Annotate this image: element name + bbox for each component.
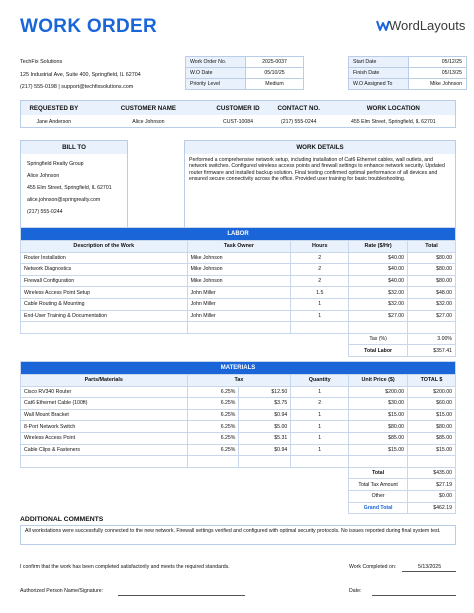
labor-hours: 2 xyxy=(291,252,349,264)
materials-summary-value: $27.19 xyxy=(408,479,456,491)
material-unit-price: $85.00 xyxy=(349,432,408,444)
additional-comments-text: All workstations were successfully connected to the new network. Firewall settings verified and configured with optimal security protocols. No issues reported during final system test. xyxy=(20,525,456,545)
material-tax-rate: 6.25% xyxy=(187,444,239,456)
material-quantity: 1 xyxy=(291,421,349,433)
labor-header-row xyxy=(21,241,456,253)
order-info-table xyxy=(185,56,304,90)
material-name: 8-Port Network Switch xyxy=(21,421,188,433)
materials-heading: MATERIALS xyxy=(21,362,456,375)
table-row xyxy=(21,275,456,287)
labor-rate: $32.00 xyxy=(349,287,408,299)
labor-owner: John Miller xyxy=(187,287,291,299)
labor-col-header: Rate ($/Hr) xyxy=(349,241,408,253)
material-quantity: 1 xyxy=(291,409,349,421)
material-unit-price xyxy=(349,456,408,468)
labor-rate: $27.00 xyxy=(349,310,408,322)
labor-description: Cable Routing & Mounting xyxy=(21,298,188,310)
labor-col-header: Task Owner xyxy=(187,241,291,253)
requested-by-heading: REQUESTED BY xyxy=(29,104,79,112)
logo-w-icon xyxy=(376,19,390,32)
order-info-label: Work Order No. xyxy=(186,57,246,68)
bill-to-line: 455 Elm Street, Springfield, IL 62701 xyxy=(27,185,112,191)
customer-header-row xyxy=(21,101,455,115)
labor-rate: $40.00 xyxy=(349,252,408,264)
order-info-value: 2025-0037 xyxy=(246,57,304,68)
company-contact: (217) 555-0198 | support@techfixsolutions.com xyxy=(20,84,134,90)
material-quantity xyxy=(291,456,349,468)
labor-total: $32.00 xyxy=(408,298,456,310)
table-row xyxy=(21,444,456,456)
materials-summary-label: Other xyxy=(349,490,408,502)
materials-summary-row xyxy=(21,490,456,502)
material-quantity: 1 xyxy=(291,432,349,444)
labor-heading: LABOR xyxy=(21,228,456,241)
materials-summary-label: Total Tax Amount xyxy=(349,479,408,491)
materials-bar-row xyxy=(21,362,456,375)
date-info-value: Mike Johnson xyxy=(409,79,467,90)
materials-col-header: Unit Price ($) xyxy=(349,375,408,387)
labor-col-header: Description of the Work xyxy=(21,241,188,253)
labor-description: Wireless Access Point Setup xyxy=(21,287,188,299)
order-info-label: Priority Level xyxy=(186,79,246,90)
material-unit-price: $15.00 xyxy=(349,409,408,421)
labor-owner: Mike Johnson xyxy=(187,264,291,276)
material-name: Wireless Access Point xyxy=(21,432,188,444)
work-details-text: Performed a comprehensive network setup, including installation of Cat6 Ethernet cables, wall outlets, and network switches. Configured wireless access points and firewall settings to enhance network security. Updated router firmware and installed backup solution. Final testing confirmed optimal performance of all devices and ensured secure connectivity across the office. Provided user training for basic troubleshooting. xyxy=(189,157,445,183)
order-info-label: W.O Date xyxy=(186,68,246,79)
bill-to-lines xyxy=(21,154,127,222)
customer-name-heading: CUSTOMER NAME xyxy=(120,104,177,112)
material-tax-rate xyxy=(187,456,239,468)
material-total: $60.00 xyxy=(408,398,456,410)
grand-total-value: $462.19 xyxy=(408,502,456,514)
material-unit-price: $200.00 xyxy=(349,386,408,398)
additional-comments-heading: ADDITIONAL COMMENTS xyxy=(20,516,104,523)
grand-total-label: Grand Total xyxy=(349,502,408,514)
material-name: Cat6 Ethernet Cable (100ft) xyxy=(21,398,188,410)
date-info-label: Finish Date xyxy=(349,68,409,79)
table-row xyxy=(21,310,456,322)
materials-header-row xyxy=(21,375,456,387)
table-row xyxy=(21,421,456,433)
material-tax-amount: $0.94 xyxy=(239,444,291,456)
table-row xyxy=(21,456,456,468)
contact-no-value: (217) 555-0244 xyxy=(281,118,317,125)
material-quantity: 2 xyxy=(291,398,349,410)
date-info-value: 05/12/25 xyxy=(409,57,467,68)
bill-to-line: (217) 555-0244 xyxy=(27,209,63,215)
labor-total: $27.00 xyxy=(408,310,456,322)
labor-description xyxy=(21,322,188,334)
labor-hours: 2 xyxy=(291,275,349,287)
material-unit-price: $30.00 xyxy=(349,398,408,410)
table-row xyxy=(21,398,456,410)
company-info xyxy=(20,56,141,94)
material-quantity: 1 xyxy=(291,444,349,456)
labor-rate: $40.00 xyxy=(349,275,408,287)
labor-summary-row xyxy=(21,333,456,345)
labor-total: $80.00 xyxy=(408,252,456,264)
customer-name-value: Alice Johnson xyxy=(132,118,165,125)
material-total: $15.00 xyxy=(408,409,456,421)
work-completed-label: Work Completed on: xyxy=(349,564,397,570)
material-total: $15.00 xyxy=(408,444,456,456)
date-line xyxy=(372,595,456,596)
work-completed-value: 5/13/2025 xyxy=(418,564,442,570)
materials-summary-row xyxy=(21,502,456,514)
work-location-heading: WORK LOCATION xyxy=(366,104,420,112)
materials-summary-value: $435.00 xyxy=(408,467,456,479)
date-info-label: W.O Assigned To xyxy=(349,79,409,90)
customer-header-band xyxy=(20,100,456,128)
material-tax-amount: $3.75 xyxy=(239,398,291,410)
material-tax-rate: 6.25% xyxy=(187,386,239,398)
labor-col-header: Total xyxy=(408,241,456,253)
labor-hours: 1.5 xyxy=(291,287,349,299)
materials-summary-value: $0.00 xyxy=(408,490,456,502)
signature-line xyxy=(118,595,245,596)
materials-summary-row xyxy=(21,467,456,479)
material-unit-price: $80.00 xyxy=(349,421,408,433)
labor-owner xyxy=(187,322,291,334)
material-name: Wall Mount Bracket xyxy=(21,409,188,421)
bill-to-heading: BILL TO xyxy=(21,141,127,154)
order-info-row xyxy=(186,57,304,68)
customer-id-heading: CUSTOMER ID xyxy=(216,104,260,112)
bill-to-line: Alice Johnson xyxy=(27,173,60,179)
table-row xyxy=(21,252,456,264)
labor-total: $80.00 xyxy=(408,264,456,276)
labor-table xyxy=(20,227,456,357)
materials-summary-row xyxy=(21,479,456,491)
labor-rate xyxy=(349,322,408,334)
company-name: TechFix Solutions xyxy=(20,59,63,65)
date-info-row xyxy=(349,68,467,79)
work-details-heading: WORK DETAILS xyxy=(185,141,455,154)
logo-text: WordLayouts xyxy=(389,18,466,33)
material-tax-amount: $5.00 xyxy=(239,421,291,433)
material-name xyxy=(21,456,188,468)
contact-no-heading: CONTACT NO. xyxy=(277,104,320,112)
labor-col-header: Hours xyxy=(291,241,349,253)
material-tax-amount xyxy=(239,456,291,468)
date-label: Date: xyxy=(349,588,362,594)
labor-description: Router Installation xyxy=(21,252,188,264)
labor-description: End-User Training & Documentation xyxy=(21,310,188,322)
materials-table xyxy=(20,361,456,514)
order-info-value: Medium xyxy=(246,79,304,90)
material-quantity: 1 xyxy=(291,386,349,398)
material-tax-amount: $5.31 xyxy=(239,432,291,444)
date-info-table xyxy=(348,56,467,90)
materials-summary-label: Total xyxy=(349,467,408,479)
materials-col-header: Parts/Materials xyxy=(21,375,188,387)
labor-summary-label: Tax (%) xyxy=(349,333,408,345)
date-info-row xyxy=(349,79,467,90)
order-info-row xyxy=(186,68,304,79)
page-title: WORK ORDER xyxy=(20,16,158,37)
labor-summary-value: 3.00% xyxy=(408,333,456,345)
labor-owner: John Miller xyxy=(187,298,291,310)
material-unit-price: $15.00 xyxy=(349,444,408,456)
bill-to-line: alice.johnson@springrealty.com xyxy=(27,197,101,203)
materials-col-header: Tax xyxy=(187,375,291,387)
date-info-value: 05/13/25 xyxy=(409,68,467,79)
labor-hours: 2 xyxy=(291,264,349,276)
material-total: $200.00 xyxy=(408,386,456,398)
material-tax-amount: $12.50 xyxy=(239,386,291,398)
labor-owner: Mike Johnson xyxy=(187,275,291,287)
labor-bar-row xyxy=(21,228,456,241)
table-row xyxy=(21,264,456,276)
labor-hours: 1 xyxy=(291,298,349,310)
requested-by-value: Jane Anderson xyxy=(36,118,72,125)
materials-col-header: Quantity xyxy=(291,375,349,387)
labor-summary-value: $357.41 xyxy=(408,345,456,357)
material-name: Cisco RV340 Router xyxy=(21,386,188,398)
material-tax-rate: 6.25% xyxy=(187,398,239,410)
material-name: Cable Clips & Fasteners xyxy=(21,444,188,456)
labor-description: Network Diagnostics xyxy=(21,264,188,276)
materials-col-header: TOTAL $ xyxy=(408,375,456,387)
material-tax-rate: 6.25% xyxy=(187,421,239,433)
table-row xyxy=(21,298,456,310)
material-total xyxy=(408,456,456,468)
work-location-value: 455 Elm Street, Springfield, IL 62701 xyxy=(351,118,436,125)
labor-total: $80.00 xyxy=(408,275,456,287)
date-info-row xyxy=(349,57,467,68)
material-tax-rate: 6.25% xyxy=(187,409,239,421)
material-total: $80.00 xyxy=(408,421,456,433)
table-row xyxy=(21,386,456,398)
bill-to-line: Springfield Realty Group xyxy=(27,161,84,167)
labor-summary-row xyxy=(21,345,456,357)
customer-id-value: CUST-10084 xyxy=(223,118,254,125)
material-tax-rate: 6.25% xyxy=(187,432,239,444)
material-tax-amount: $0.94 xyxy=(239,409,291,421)
brand-logo xyxy=(376,18,465,33)
table-row xyxy=(21,409,456,421)
confirmation-statement: I confirm that the work has been completed satisfactorily and meets the required standards. xyxy=(20,564,230,570)
material-total: $85.00 xyxy=(408,432,456,444)
company-address: 125 Industrial Ave, Suite 400, Springfield, IL 62704 xyxy=(20,71,141,78)
labor-hours xyxy=(291,322,349,334)
table-row xyxy=(21,322,456,334)
signature-label: Authorized Person Name/Signature: xyxy=(20,588,104,594)
table-row xyxy=(21,432,456,444)
labor-rate: $32.00 xyxy=(349,298,408,310)
labor-rate: $40.00 xyxy=(349,264,408,276)
order-info-row xyxy=(186,79,304,90)
labor-summary-label: Total Labor xyxy=(349,345,408,357)
work-completed-line xyxy=(402,571,456,572)
customer-value-row xyxy=(21,115,455,128)
table-row xyxy=(21,287,456,299)
order-info-value: 05/10/25 xyxy=(246,68,304,79)
labor-owner: John Miller xyxy=(187,310,291,322)
labor-total xyxy=(408,322,456,334)
date-info-label: Start Date xyxy=(349,57,409,68)
labor-owner: Mike Johnson xyxy=(187,252,291,264)
labor-hours: 1 xyxy=(291,310,349,322)
labor-total: $48.00 xyxy=(408,287,456,299)
labor-description: Firewall Configuration xyxy=(21,275,188,287)
